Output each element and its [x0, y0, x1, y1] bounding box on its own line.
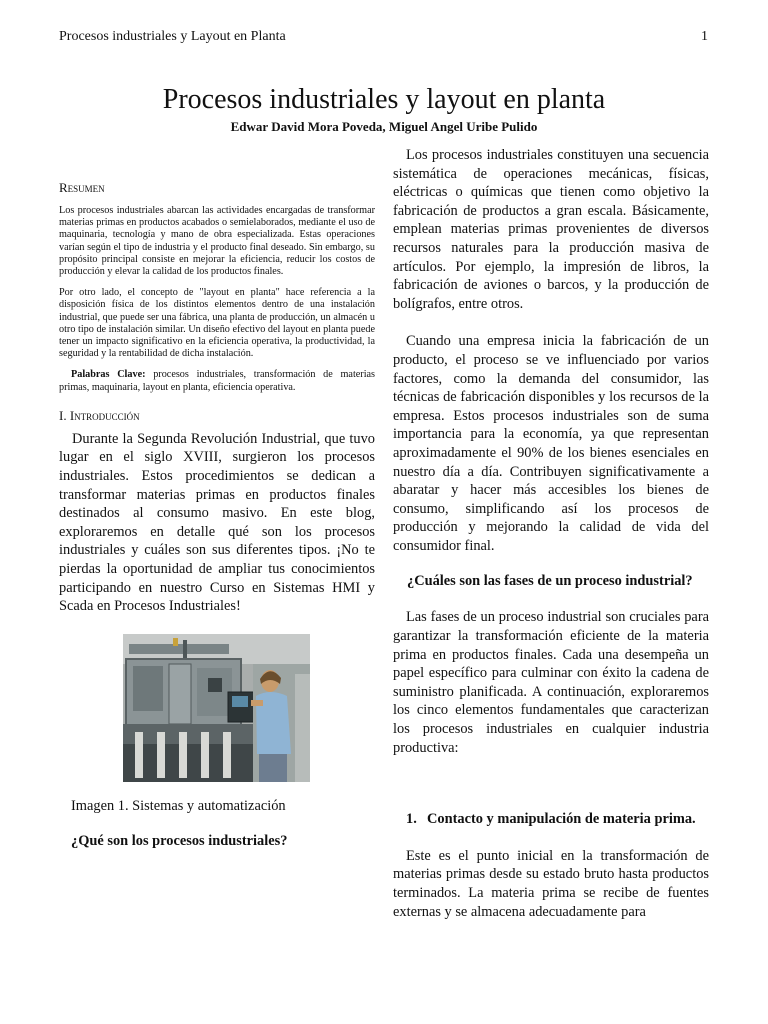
paper-authors: Edwar David Mora Poveda, Miguel Angel Uribe Pulido: [230, 119, 538, 134]
abstract-heading: Resumen: [59, 180, 105, 195]
keywords-text: procesos industriales, transformación de materias primas, maquinaria, layout en planta, eficiencia operativa.: [59, 369, 376, 393]
section-question-phases: ¿Cuáles son las fases de un proceso industrial?: [407, 573, 693, 590]
intro-body: [59, 430, 375, 616]
right-body-2: [393, 608, 709, 757]
right-body-3: [393, 847, 709, 921]
intro-heading: [59, 408, 375, 424]
right-paragraph-1: Los procesos industriales constituyen una secuencia sistemática de operaciones mecánicas, físicas, eléctricas o químicas que tienen como objetivo la fabricación de productos a gran escala. Básicamente, emplean materias primas provenientes de diversos recursos naturales para la producción masiva de artículos. Por ejemplo, la impresión de libros, la fabricación de aviones o barcos, y la producción de bolígrafos, entre otros.: [393, 147, 709, 312]
intro-paragraph: Durante la Segunda Revolución Industrial, que tuvo lugar en el siglo XVIII, surgieron los procesos industriales. Estos procedimientos se dedican a transformar materias primas en productos finales destinados al consumo masivo. En este blog, exploraremos en detalle qué son los procesos industriales y cuáles son sus diferentes tipos. ¡No te pierdas la oportunidad de ampliar tus conocimientos participando en nuestro Curso en Sistemas HMI y Scada en Procesos Industriales!: [59, 430, 375, 615]
running-header: Procesos industriales y Layout en Planta: [59, 29, 286, 44]
figure-image: [123, 634, 310, 782]
keywords-label: Palabras Clave:: [71, 369, 146, 381]
right-paragraph-3: Las fases de un proceso industrial son cruciales para garantizar la transformación eficiente de la materia prima en productos finales. Cada una desempeña un papel específico para culminar con éxito la cadena de suministro planificada. A continuación, exploraremos los cinco elementos fundamentales que caracterizan los procesos industriales en cualquier industria productiva:: [393, 609, 709, 756]
section-question-what: ¿Qué son los procesos industriales?: [71, 832, 288, 849]
right-body-1: [393, 146, 709, 555]
right-column: [393, 146, 709, 921]
page-number: 1: [701, 29, 708, 44]
automation-photo: [123, 634, 310, 782]
left-column: [59, 180, 375, 850]
list-item-1: [393, 810, 709, 829]
list-item-text: Contacto y manipulación de materia prima.: [427, 811, 696, 828]
right-paragraph-2: Cuando una empresa inicia la fabricación de un producto, el proceso se ve influenciado por varios factores, como la demanda del consumidor, las técnicas de fabricación disponibles y los recursos de la empresa. Estos procesos industriales son de suma importancia para la economía, ya que representan aproximadamente el 90% de los bienes esenciales en nuestro día a día. Contribuyen significativamente a abaratar y hacer más accesibles los bienes de consumo, simplificando así los procesos de producción y mejorando la calidad de vida del consumidor final.: [393, 333, 709, 554]
paper-title: Procesos industriales y layout en planta: [162, 84, 606, 115]
intro-number: I.: [59, 407, 70, 423]
abstract-paragraph-2: Por otro lado, el concepto de "layout en planta" hace referencia a la disposición física de los distintos elementos dentro de una instalación industrial, que puede ser una fábrica, una planta de producción, un almacén u otro tipo de instalación similar. Un diseño efectivo del layout en planta puede tener un impacto significativo en la eficiencia operativa, la productividad, la seguridad y la rentabilidad de dicha instalación.: [59, 287, 375, 360]
abstract-paragraph-1: Los procesos industriales abarcan las actividades encargadas de transformar materias primas en productos acabados o semielaborados, mediante el uso de maquinaria, tecnología y mano de obra especializada. Estas operaciones varían según el tipo de industria y el producto final deseado. Sin embargo, su propósito principal consiste en mejorar la eficiencia, reducir los costos de producción y elevar la calidad de los productos finales.: [59, 205, 375, 278]
intro-heading-text: Introducción: [69, 407, 140, 423]
keywords: [59, 369, 375, 393]
abstract: [59, 205, 375, 394]
figure-caption: Imagen 1. Sistemas y automatización: [71, 797, 286, 814]
list-item-number: 1.: [406, 811, 417, 828]
right-paragraph-4: Este es el punto inicial en la transformación de materias primas desde su estado bruto hasta productos terminados. La materia prima se recibe de fuentes externas y se almacena adecuadamente para: [393, 847, 709, 920]
